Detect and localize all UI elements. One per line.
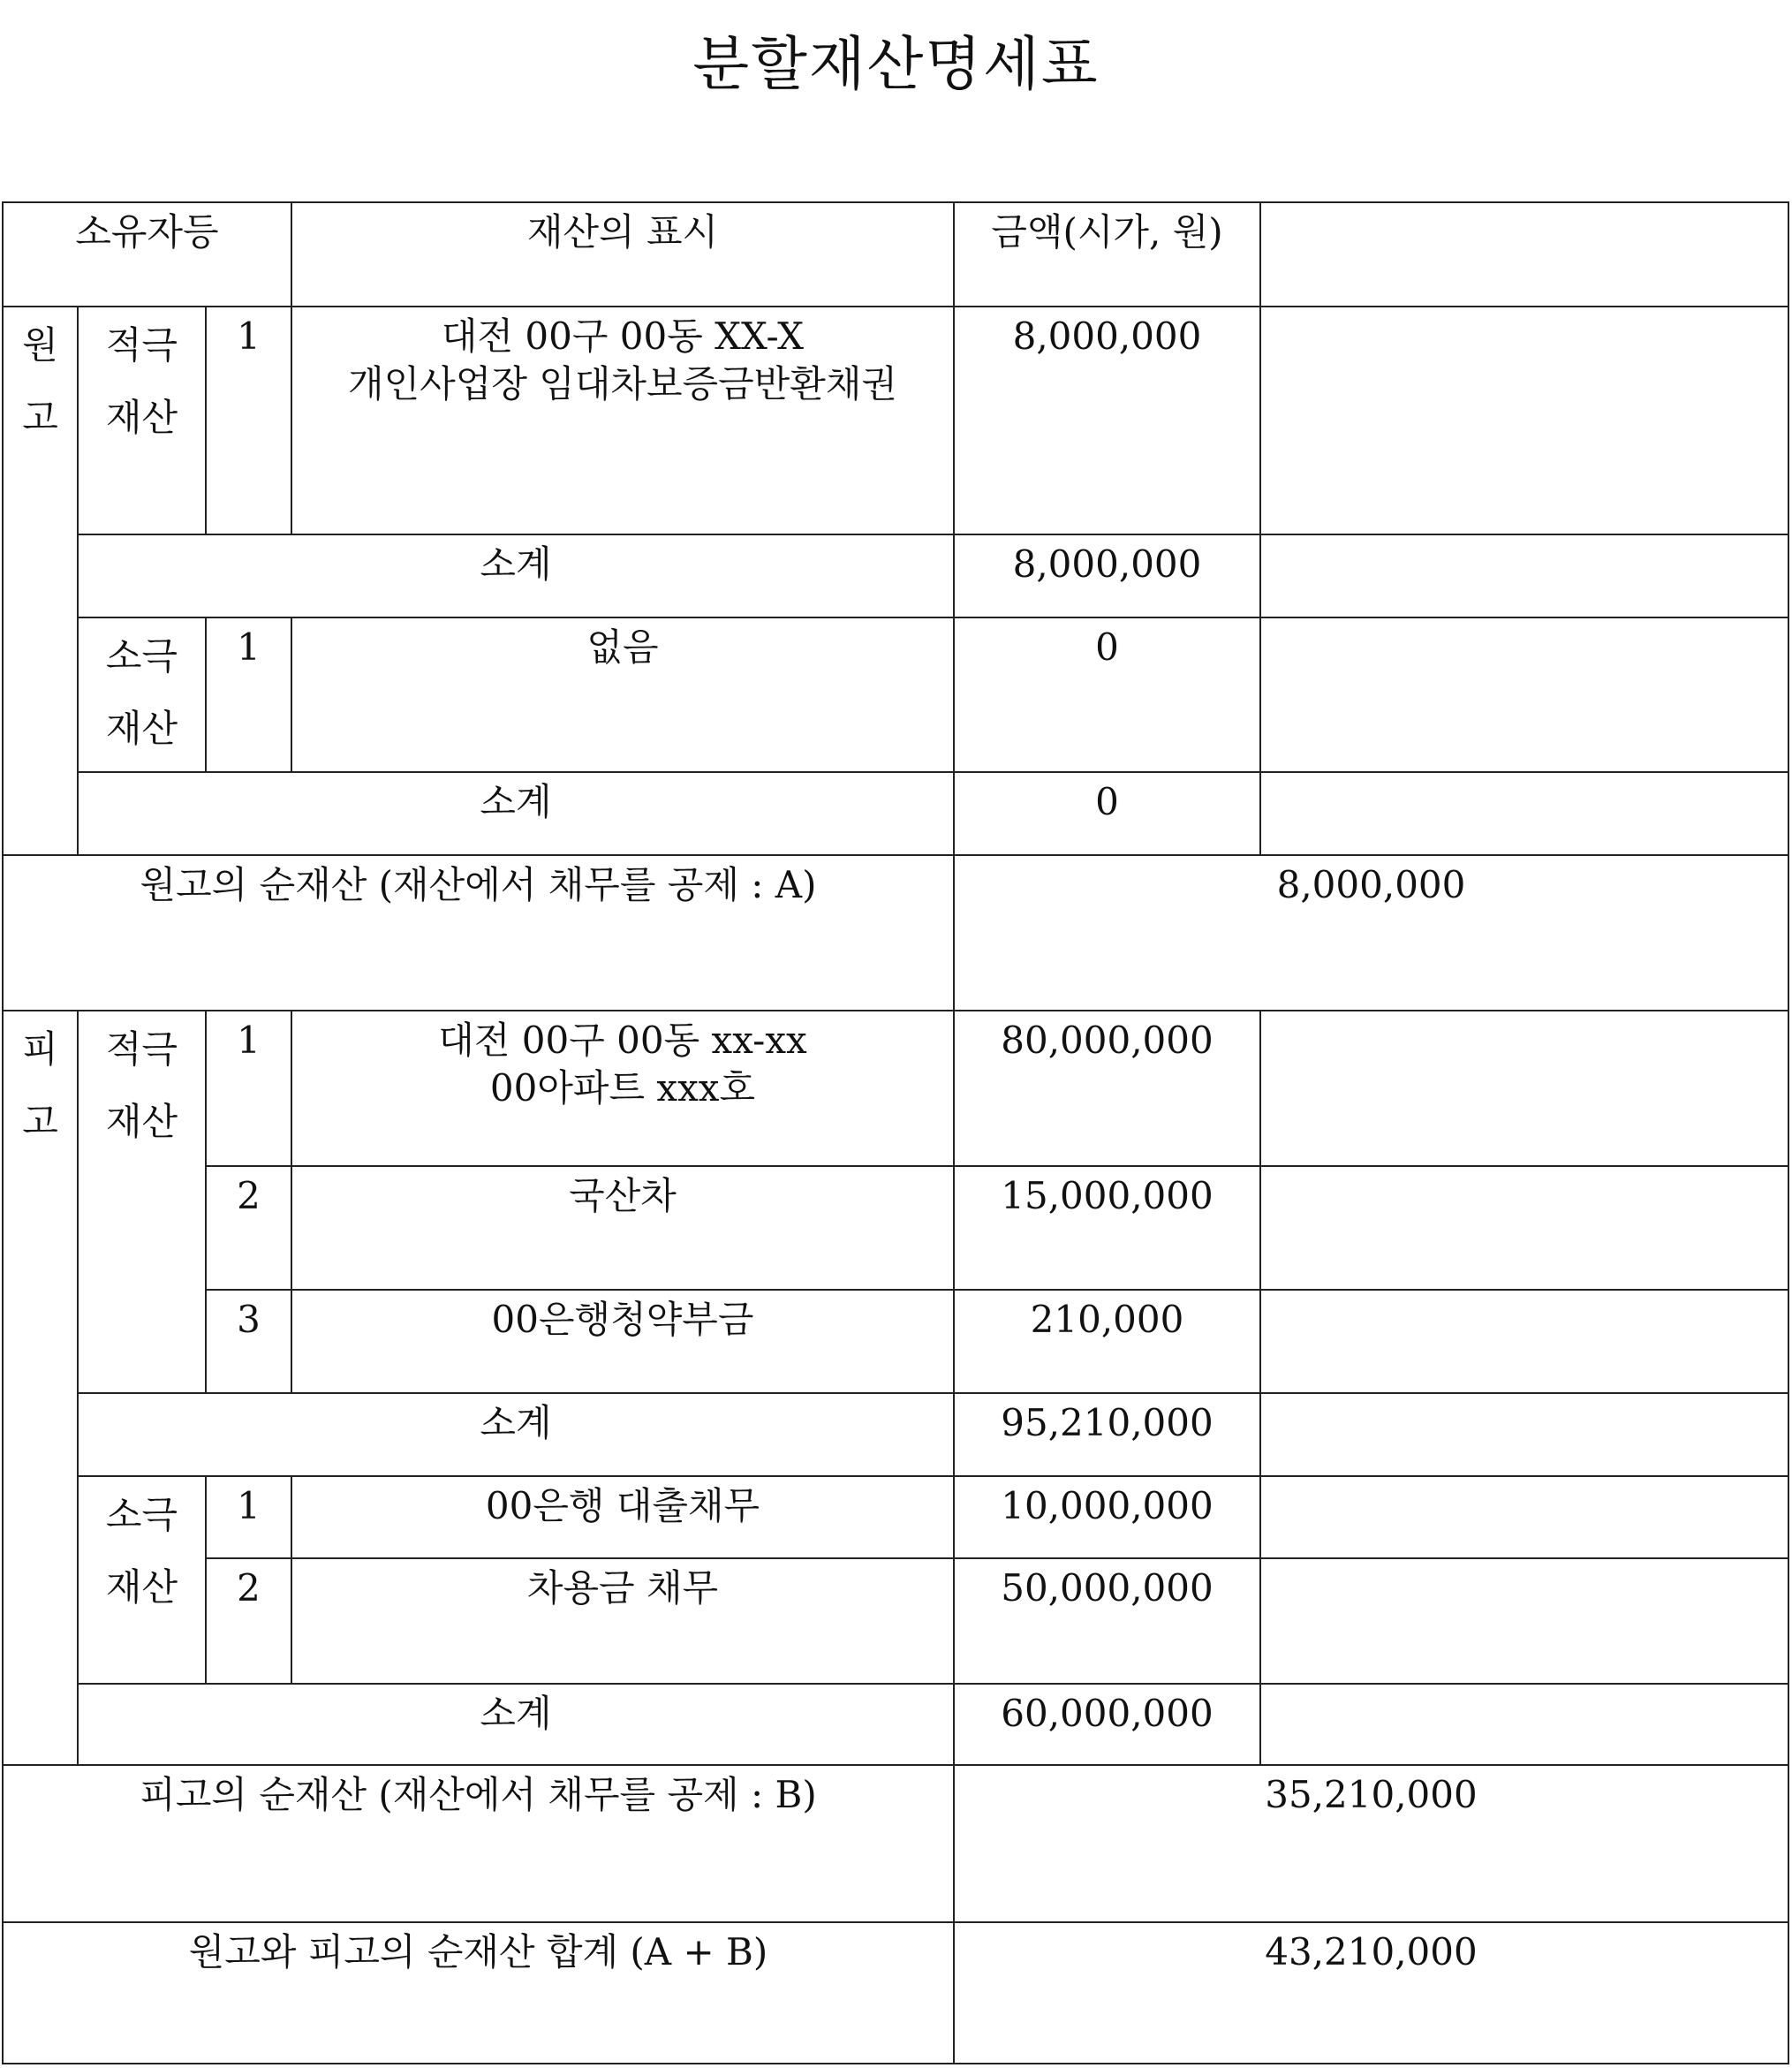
defendant-net-label: 피고의 순재산 (재산에서 채무를 공제 : B) [3,1765,954,1922]
remark-cell [1260,1290,1788,1393]
property-description-line-2: 개인사업장 임대차보증금반환채권 [348,362,897,405]
property-amount: 0 [954,617,1260,772]
document-title: 분할재산명세표 [692,30,1100,98]
subtotal-amount: 60,000,000 [954,1684,1260,1765]
plaintiff-assets-subtotal-row [3,534,1788,617]
plaintiff-party-char-2: 고 [22,396,58,439]
defendant-assets-label-line-2: 재산 [105,1100,178,1143]
plaintiff-debts-label-line-2: 재산 [105,707,178,750]
total-row [3,1922,1788,2064]
plaintiff-net-row [3,855,1788,1011]
defendant-net-value: 35,210,000 [954,1765,1788,1922]
total-value: 43,210,000 [954,1922,1788,2064]
header-remark [1260,202,1788,307]
property-description-line-2: 00아파트 xxx호 [489,1066,756,1110]
subtotal-amount: 0 [954,772,1260,855]
subtotal-label: 소계 [78,772,954,855]
item-number: 1 [206,1476,291,1558]
item-number: 2 [206,1166,291,1290]
remark-cell [1260,1558,1788,1684]
defendant-asset-row-2 [3,1166,1788,1290]
item-number: 1 [206,617,291,772]
plaintiff-party-cell [3,307,78,855]
defendant-debt-row-2 [3,1558,1788,1684]
defendant-net-row [3,1765,1788,1922]
property-description: 없음 [291,617,954,772]
property-amount: 50,000,000 [954,1558,1260,1684]
remark-cell [1260,617,1788,772]
plaintiff-assets-label-line-1: 적극 [105,323,178,367]
property-description [291,307,954,534]
remark-cell [1260,1393,1788,1476]
defendant-assets-subtotal-row [3,1393,1788,1476]
item-number: 1 [206,307,291,534]
defendant-assets-label-line-1: 적극 [105,1027,178,1071]
plaintiff-debts-label [78,617,206,772]
header-owner: 소유자등 [3,202,291,307]
item-number: 1 [206,1011,291,1166]
subtotal-amount: 95,210,000 [954,1393,1260,1476]
item-number: 3 [206,1290,291,1393]
defendant-assets-label [78,1011,206,1393]
header-property: 재산의 표시 [291,202,954,307]
header-amount: 금액(시가, 원) [954,202,1260,307]
remark-cell [1260,772,1788,855]
remark-cell [1260,1684,1788,1765]
property-amount: 10,000,000 [954,1476,1260,1558]
remark-cell [1260,1476,1788,1558]
property-division-table [2,201,1789,2064]
defendant-debts-subtotal-row [3,1684,1788,1765]
defendant-debts-label-line-2: 재산 [105,1565,178,1609]
header-row [3,202,1788,307]
plaintiff-debts-label-line-1: 소극 [105,634,178,678]
defendant-asset-row-3 [3,1290,1788,1393]
defendant-party-char-1: 피 [22,1027,58,1071]
defendant-debts-label-line-1: 소극 [105,1493,178,1536]
property-description: 00은행 대출채무 [291,1476,954,1558]
remark-cell [1260,307,1788,534]
plaintiff-debts-subtotal-row [3,772,1788,855]
total-label: 원고와 피고의 순재산 합계 (A + B) [3,1922,954,2064]
defendant-debts-label [78,1476,206,1684]
plaintiff-debt-row-1 [3,617,1788,772]
plaintiff-assets-label [78,307,206,534]
remark-cell [1260,534,1788,617]
property-amount: 15,000,000 [954,1166,1260,1290]
defendant-asset-row-1 [3,1011,1788,1166]
subtotal-label: 소계 [78,1393,954,1476]
defendant-debt-row-1 [3,1476,1788,1558]
plaintiff-party-char-1: 원 [22,323,58,367]
plaintiff-net-value: 8,000,000 [954,855,1788,1011]
property-amount: 8,000,000 [954,307,1260,534]
property-description: 00은행청약부금 [291,1290,954,1393]
item-number: 2 [206,1558,291,1684]
property-description-line-1: 대전 00구 00동 XX-X [441,314,805,358]
subtotal-label: 소계 [78,1684,954,1765]
plaintiff-net-label: 원고의 순재산 (재산에서 채무를 공제 : A) [3,855,954,1011]
defendant-party-char-2: 고 [22,1100,58,1143]
subtotal-label: 소계 [78,534,954,617]
remark-cell [1260,1166,1788,1290]
subtotal-amount: 8,000,000 [954,534,1260,617]
remark-cell [1260,1011,1788,1166]
defendant-party-cell [3,1011,78,1765]
plaintiff-assets-label-line-2: 재산 [105,396,178,439]
property-description [291,1011,954,1166]
plaintiff-asset-row-1 [3,307,1788,534]
property-description-line-1: 대전 00구 00동 xx-xx [438,1019,807,1062]
property-description: 국산차 [291,1166,954,1290]
property-amount: 80,000,000 [954,1011,1260,1166]
property-description: 차용금 채무 [291,1558,954,1684]
property-amount: 210,000 [954,1290,1260,1393]
